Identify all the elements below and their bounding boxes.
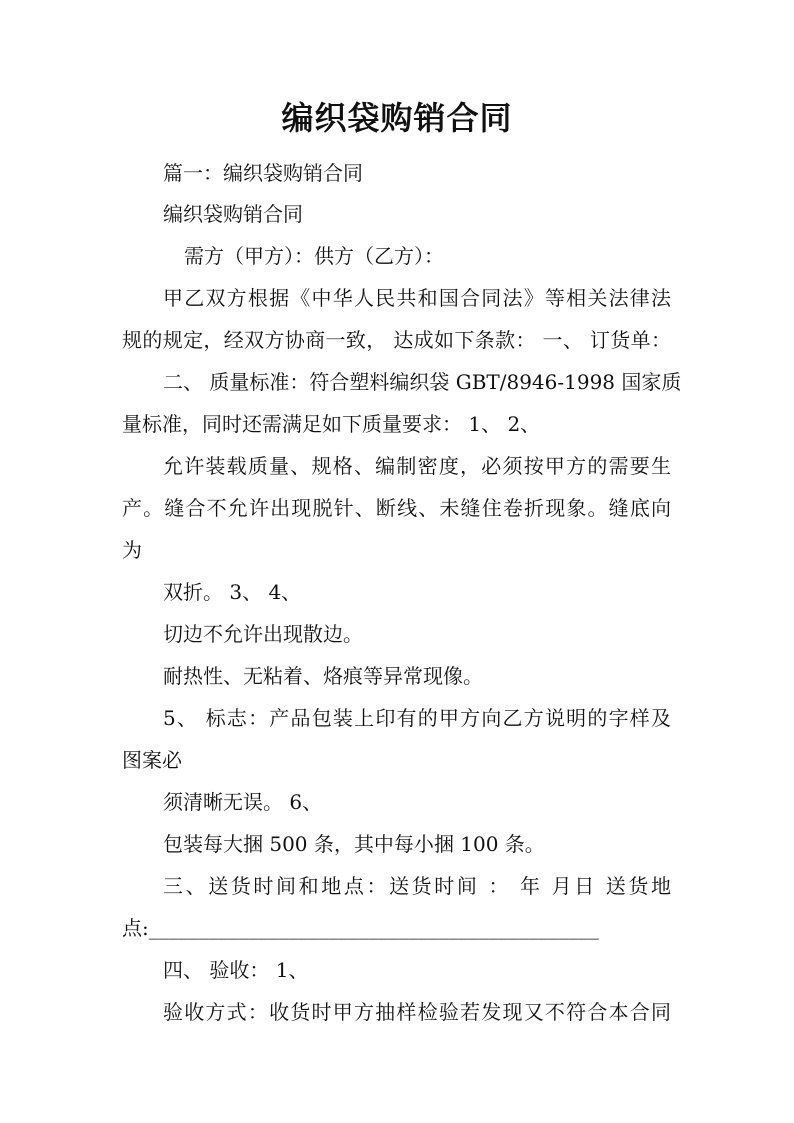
line-acceptance-method: 验收方式：收货时甲方抽样检验若发现又不符合本合同 <box>163 1000 671 1024</box>
line-requirement-a: 允许装载质量、规格、编制密度，必须按甲方的需要生 <box>163 454 671 478</box>
line-quality-standard-b: 量标准，同时还需满足如下质量要求： 1、 2、 <box>122 412 541 436</box>
line-contract-name: 编织袋购销合同 <box>163 202 303 226</box>
line-requirement-b: 产。缝合不允许出现脱针、断线、未缝住卷折现象。缝底向 <box>122 496 671 520</box>
line-edge: 切边不允许出现散边。 <box>163 622 363 646</box>
line-marking-b: 图案必 <box>122 748 182 772</box>
line-paragraph-1b: 规的规定，经双方协商一致， 达成如下条款： 一、 订货单： <box>122 328 671 352</box>
line-requirement-c: 为 <box>122 538 142 562</box>
line-parties: 需方（甲方）：供方（乙方）： <box>184 244 444 268</box>
line-quality-standard-a: 二、 质量标准：符合塑料编织袋 GBT/8946-1998 国家质 <box>163 370 682 394</box>
document-title: 编织袋购销合同 <box>281 99 513 137</box>
line-marking-a: 5、 标志：产品包装上印有的甲方向乙方说明的字样及 <box>163 706 671 730</box>
line-acceptance: 四、 验收： 1、 <box>163 958 309 982</box>
line-heat: 耐热性、无粘着、烙痕等异常现像。 <box>163 664 483 688</box>
line-fold: 双折。 3、 4、 <box>163 580 302 604</box>
line-delivery-b: 点:_____________________________________________ <box>122 916 599 940</box>
line-marking-c: 须清晰无误。 6、 <box>163 790 323 814</box>
line-paragraph-1a: 甲乙双方根据《中华人民共和国合同法》等相关法律法 <box>163 286 671 310</box>
line-packing: 包装每大捆 500 条，其中每小捆 100 条。 <box>163 832 545 856</box>
line-delivery-a: 三、送货时间和地点：送货时间 ： 年 月日 送货地 <box>163 874 671 898</box>
line-heading-article: 篇一：编织袋购销合同 <box>163 161 363 185</box>
